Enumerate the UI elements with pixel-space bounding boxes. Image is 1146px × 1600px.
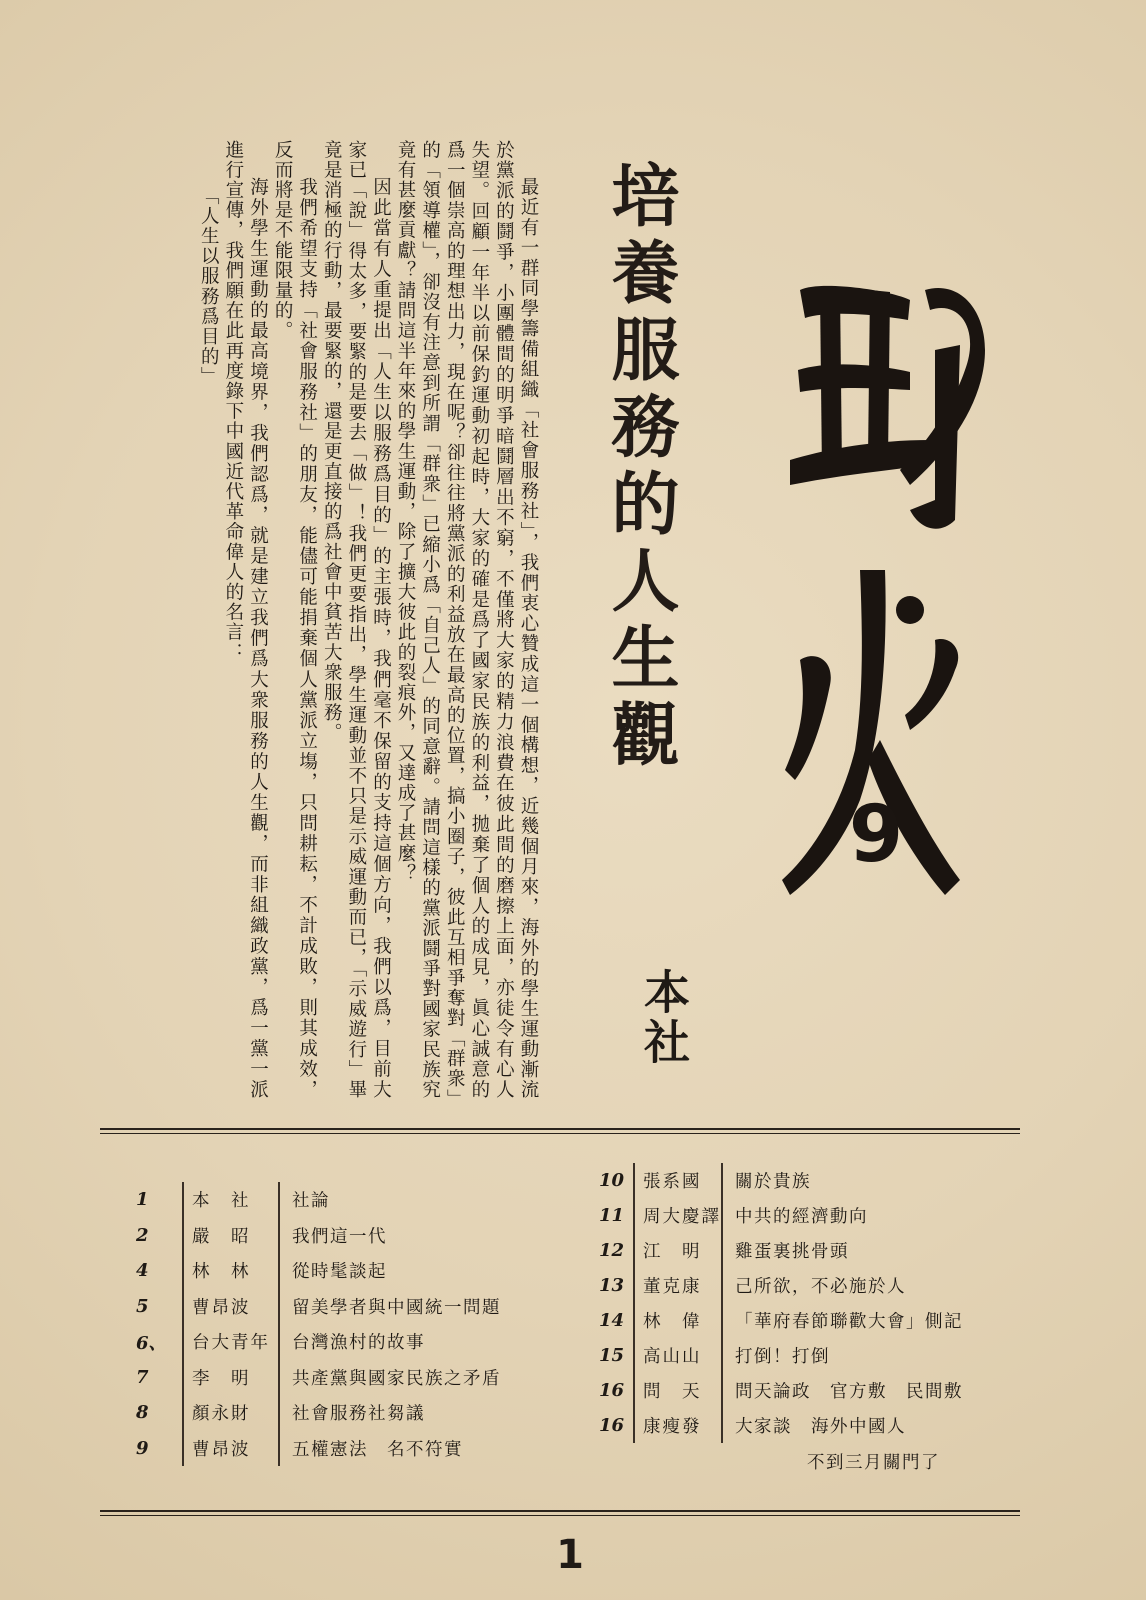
toc-entry[interactable] <box>595 1303 1025 1338</box>
toc-title: 關於貴族 <box>735 1172 811 1192</box>
toc-title-continued: 不到三月關門了 <box>807 1452 940 1473</box>
toc-title: 台灣漁村的故事 <box>292 1333 425 1354</box>
toc-page-number: 6、 <box>130 1324 184 1360</box>
toc-title: 大家談 海外中國人 <box>735 1417 906 1437</box>
toc-title: 雞蛋裏挑骨頭 <box>735 1242 849 1262</box>
toc-page-number: 9 <box>130 1431 184 1467</box>
toc-author: 林 林 <box>184 1253 280 1289</box>
toc-author: 李 明 <box>184 1360 280 1396</box>
toc-author: 嚴 昭 <box>184 1218 280 1254</box>
toc-page-number: 16 <box>595 1373 635 1408</box>
editorial-paragraph: 因此當有人重提出「人生以服務爲目的」的主張時，我們毫不保留的支持這個方向，我們以爲，目前大家已「說」得太多，要緊的是要去「做」！我們更要指出，學生運動並不只是示威運動而已，「示威遊行」畢竟是消極的行動，最要緊的，還是更直接的爲社會中貧苦大衆服務。 <box>321 140 392 1100</box>
toc-title: 五權憲法 名不符實 <box>292 1439 463 1460</box>
toc-entry[interactable] <box>130 1253 590 1289</box>
editorial-paragraph: 我們希望支持「社會服務社」的朋友，能儘可能捐棄個人黨派立塲，只問耕耘，不計成敗，則其成效，反而將是不能限量的。 <box>272 140 318 1100</box>
toc-author: 周大慶譯 <box>635 1198 723 1233</box>
toc-title: 從時髦談起 <box>292 1262 387 1283</box>
toc-entry[interactable] <box>595 1163 1025 1198</box>
toc-page-number: 4 <box>130 1253 184 1289</box>
toc-author: 顏永財 <box>184 1395 280 1431</box>
toc-page-number: 1 <box>130 1182 184 1218</box>
toc-title: 中共的經濟動向 <box>735 1207 868 1227</box>
toc-entry[interactable] <box>130 1395 590 1431</box>
toc-author: 康瘦發 <box>635 1408 723 1443</box>
toc-page-number: 10 <box>595 1163 635 1198</box>
article-headline: 培養服務的人生觀 <box>600 160 680 776</box>
toc-page-number: 7 <box>130 1360 184 1396</box>
table-of-contents-left <box>130 1182 590 1472</box>
toc-author: 台大青年 <box>184 1324 280 1360</box>
toc-title: 留美學者與中國統一問題 <box>292 1297 501 1318</box>
toc-title: 我們這一代 <box>292 1226 387 1247</box>
toc-page-number: 5 <box>130 1289 184 1325</box>
table-of-contents-right <box>595 1163 1025 1483</box>
toc-title: 共產黨與國家民族之矛盾 <box>292 1368 501 1389</box>
toc-title: 問天論政 官方敷 民間敷 <box>735 1382 963 1402</box>
toc-page-number: 15 <box>595 1338 635 1373</box>
editorial-paragraph: 海外學生運動的最高境界，我們認爲，就是建立我們爲大衆服務的人生觀，而非組織政黨，爲一黨一派進行宣傳，我們願在此再度錄下中國近代革命偉人的名言： <box>222 140 269 1100</box>
toc-title: 社會服務社芻議 <box>292 1404 425 1425</box>
toc-page-number: 14 <box>595 1303 635 1338</box>
editorial-paragraph: 最近有一群同學籌備組織「社會服務社」，我們衷心贊成這一個構想，近幾個月來，海外的學生運動漸流於黨派的鬪爭，小團體間的明爭暗鬪層出不窮，不僅將大家的精力浪費在彼此間的磨擦上面，亦徒令有心人失望。回顧一年半以前保釣運動初起時，大家的確是爲了國家民族的利益，拋棄了個人的成見，眞心誠意的爲一個崇高的理想出力，現在呢？卻往往將黨派的利益放在最高的位置，搞小圈子，彼此互相爭奪對「群衆」的「領導權」，卻沒有注意到所謂「群衆」已縮小爲「自己人」的同意辭。請問這樣的黨派鬪爭對國家民族究竟有甚麼貢獻？請問這半年來的學生運動，除了擴大彼此的裂痕外，又達成了甚麼？ <box>395 140 539 1100</box>
page-number: 1 <box>556 1532 584 1578</box>
toc-author: 江 明 <box>635 1233 723 1268</box>
toc-author: 高山山 <box>635 1338 723 1373</box>
toc-author: 林 偉 <box>635 1303 723 1338</box>
toc-title: 社論 <box>292 1191 330 1212</box>
toc-entry[interactable] <box>595 1268 1025 1303</box>
editorial-quote: 「人生以服務爲目的」 <box>198 186 220 388</box>
toc-author: 張系國 <box>635 1163 723 1198</box>
toc-author: 曹昂波 <box>184 1289 280 1325</box>
toc-entry[interactable] <box>595 1408 1025 1443</box>
toc-entry[interactable] <box>595 1338 1025 1373</box>
issue-number: 9 <box>848 790 904 880</box>
toc-entry[interactable] <box>130 1289 590 1325</box>
toc-title: 「華府春節聯歡大會」側記 <box>735 1312 963 1332</box>
editorial-body <box>140 140 540 1100</box>
toc-page-number: 8 <box>130 1395 184 1431</box>
toc-page-number: 11 <box>595 1198 635 1233</box>
toc-page-number: 13 <box>595 1268 635 1303</box>
toc-page-number: 2 <box>130 1218 184 1254</box>
toc-entry[interactable] <box>130 1218 590 1254</box>
toc-entry[interactable] <box>130 1431 590 1467</box>
toc-author: 董克康 <box>635 1268 723 1303</box>
toc-entry[interactable] <box>595 1198 1025 1233</box>
toc-author: 曹昂波 <box>184 1431 280 1467</box>
toc-entry[interactable] <box>595 1373 1025 1408</box>
divider-rule-top <box>100 1128 1020 1130</box>
toc-title: 己所欲，不必施於人 <box>735 1277 906 1297</box>
toc-entry[interactable] <box>130 1182 590 1218</box>
toc-entry[interactable] <box>130 1324 590 1360</box>
toc-entry[interactable] <box>130 1360 590 1396</box>
toc-page-number: 12 <box>595 1233 635 1268</box>
toc-title: 打倒！打倒 <box>735 1347 830 1367</box>
toc-entry[interactable] <box>595 1233 1025 1268</box>
toc-author: 本 社 <box>184 1182 280 1218</box>
divider-rule-bottom <box>100 1510 1020 1512</box>
article-byline: 本社 <box>637 968 691 1068</box>
toc-page-number: 16 <box>595 1408 635 1443</box>
toc-author: 問 天 <box>635 1373 723 1408</box>
